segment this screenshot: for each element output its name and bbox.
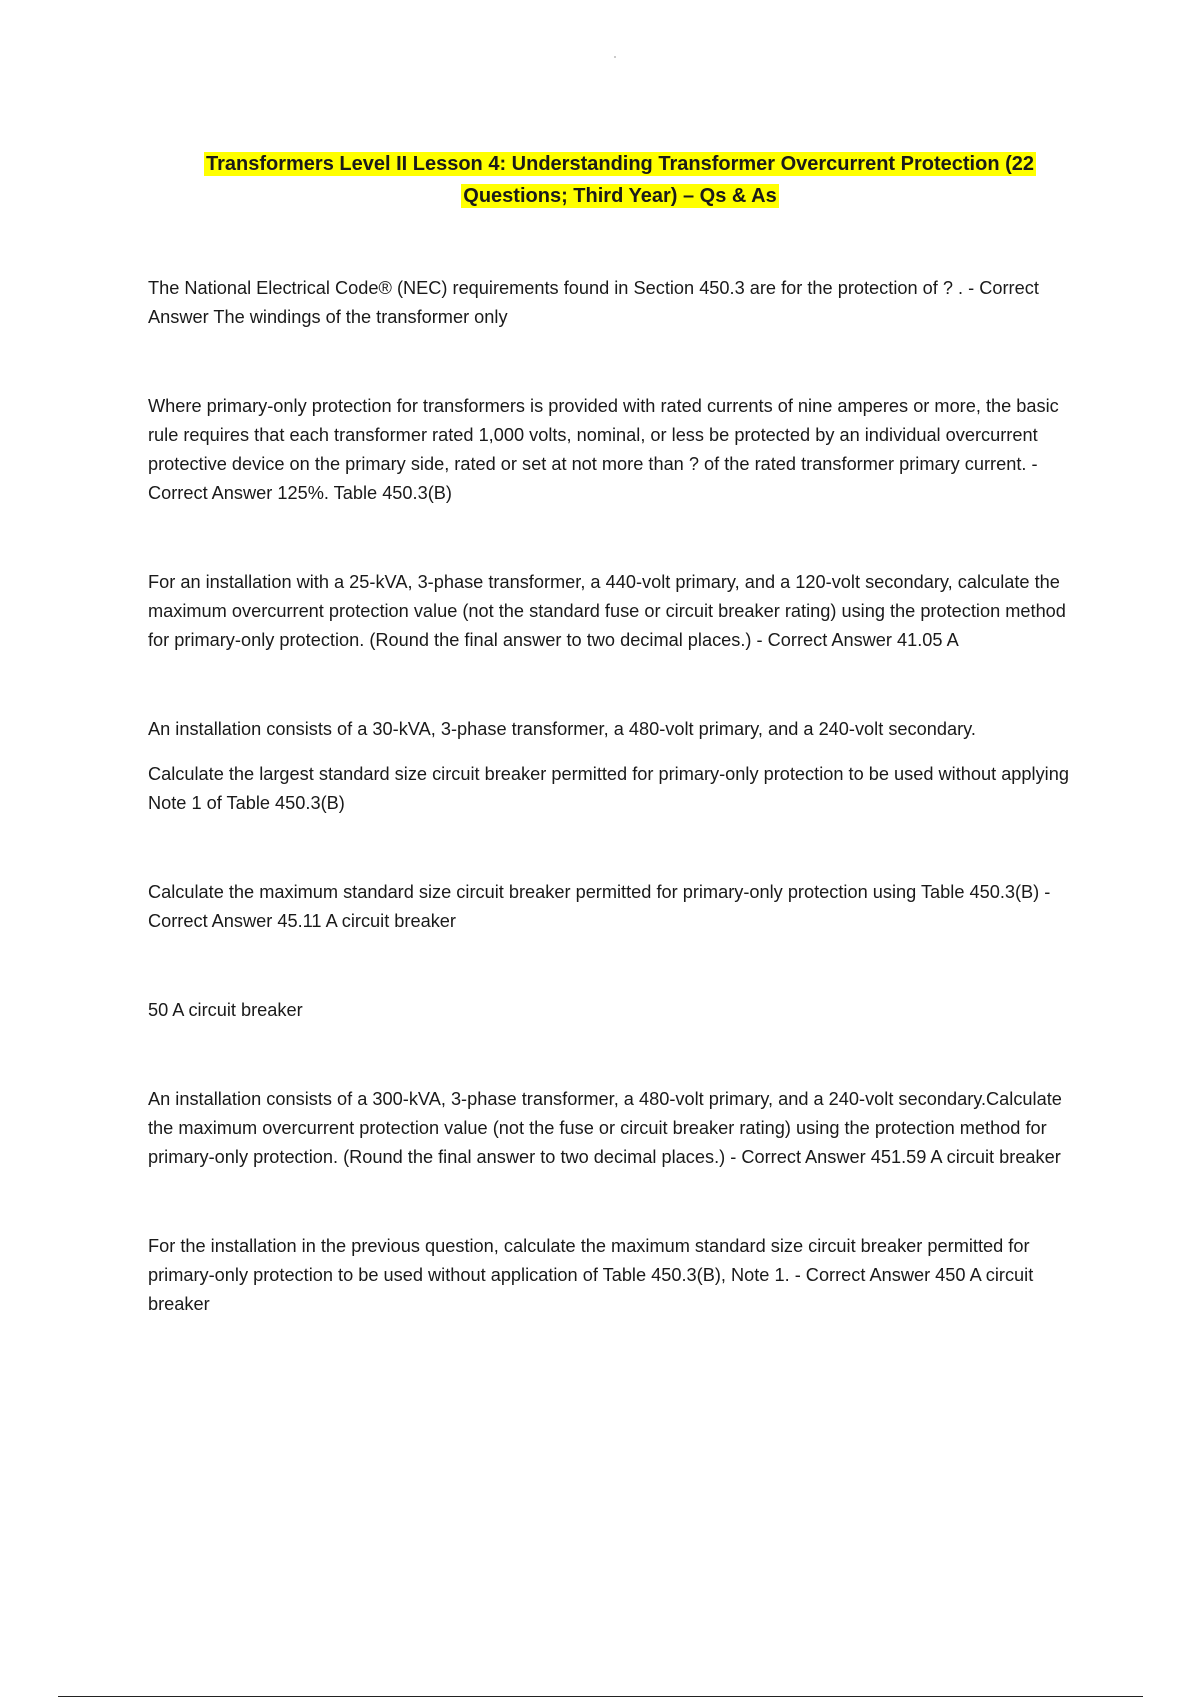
qa-paragraph-9: For the installation in the previous question, calculate the maximum standard size circuit breaker permitted for primary-only protection to be used without application of Table 450.3(B), Note 1. - Correct Answer 450 A circuit breaker — [148, 1236, 1034, 1314]
title-line-1: Transformers Level II Lesson 4: Understanding Transformer Overcurrent Protection (22 — [205, 153, 1035, 175]
qa-paragraph-5: Calculate the largest standard size circuit breaker permitted for primary-only protection to be used without applying Note 1 of Table 450.3(B) — [148, 764, 1069, 813]
qa-paragraph-3: For an installation with a 25-kVA, 3-phase transformer, a 440-volt primary, and a 120-volt secondary, calculate the maximum overcurrent protection value (not the standard fuse or circuit breaker rating) using the protection method for primary-only protection. (Round the final answer to two decimal places.) - Correct Answer 41.05 A — [148, 572, 1066, 650]
qa-paragraph-1: The National Electrical Code® (NEC) requirements found in Section 450.3 are for the protection of ? . - Correct Answer The windings of the transformer only — [148, 278, 1039, 327]
qa-paragraph-8: An installation consists of a 300-kVA, 3-phase transformer, a 480-volt primary, and a 240-volt secondary.Calculate the maximum overcurrent protection value (not the fuse or circuit breaker rating) using the protection method for primary-only protection. (Round the final answer to two decimal places.) - Correct Answer 451.59 A circuit breaker — [148, 1089, 1062, 1167]
qa-paragraph-4: An installation consists of a 30-kVA, 3-phase transformer, a 480-volt primary, and a 240-volt secondary. — [148, 719, 976, 739]
scan-speck — [614, 56, 616, 58]
qa-paragraph-6: Calculate the maximum standard size circuit breaker permitted for primary-only protection using Table 450.3(B) - Correct Answer 45.11 A circuit breaker — [148, 882, 1051, 931]
page-title — [160, 148, 1080, 212]
footer-divider — [58, 1696, 1143, 1697]
title-line-2: Questions; Third Year) – Qs & As — [463, 185, 777, 207]
qa-list — [148, 274, 1083, 1319]
qa-paragraph-7: 50 A circuit breaker — [148, 1000, 303, 1020]
qa-paragraph-2: Where primary-only protection for transformers is provided with rated currents of nine amperes or more, the basic rule requires that each transformer rated 1,000 volts, nominal, or less be protected by an individual overcurrent protective device on the primary side, rated or set at not more than ? of the rated transformer primary current. - Correct Answer 125%. Table 450.3(B) — [148, 396, 1059, 503]
